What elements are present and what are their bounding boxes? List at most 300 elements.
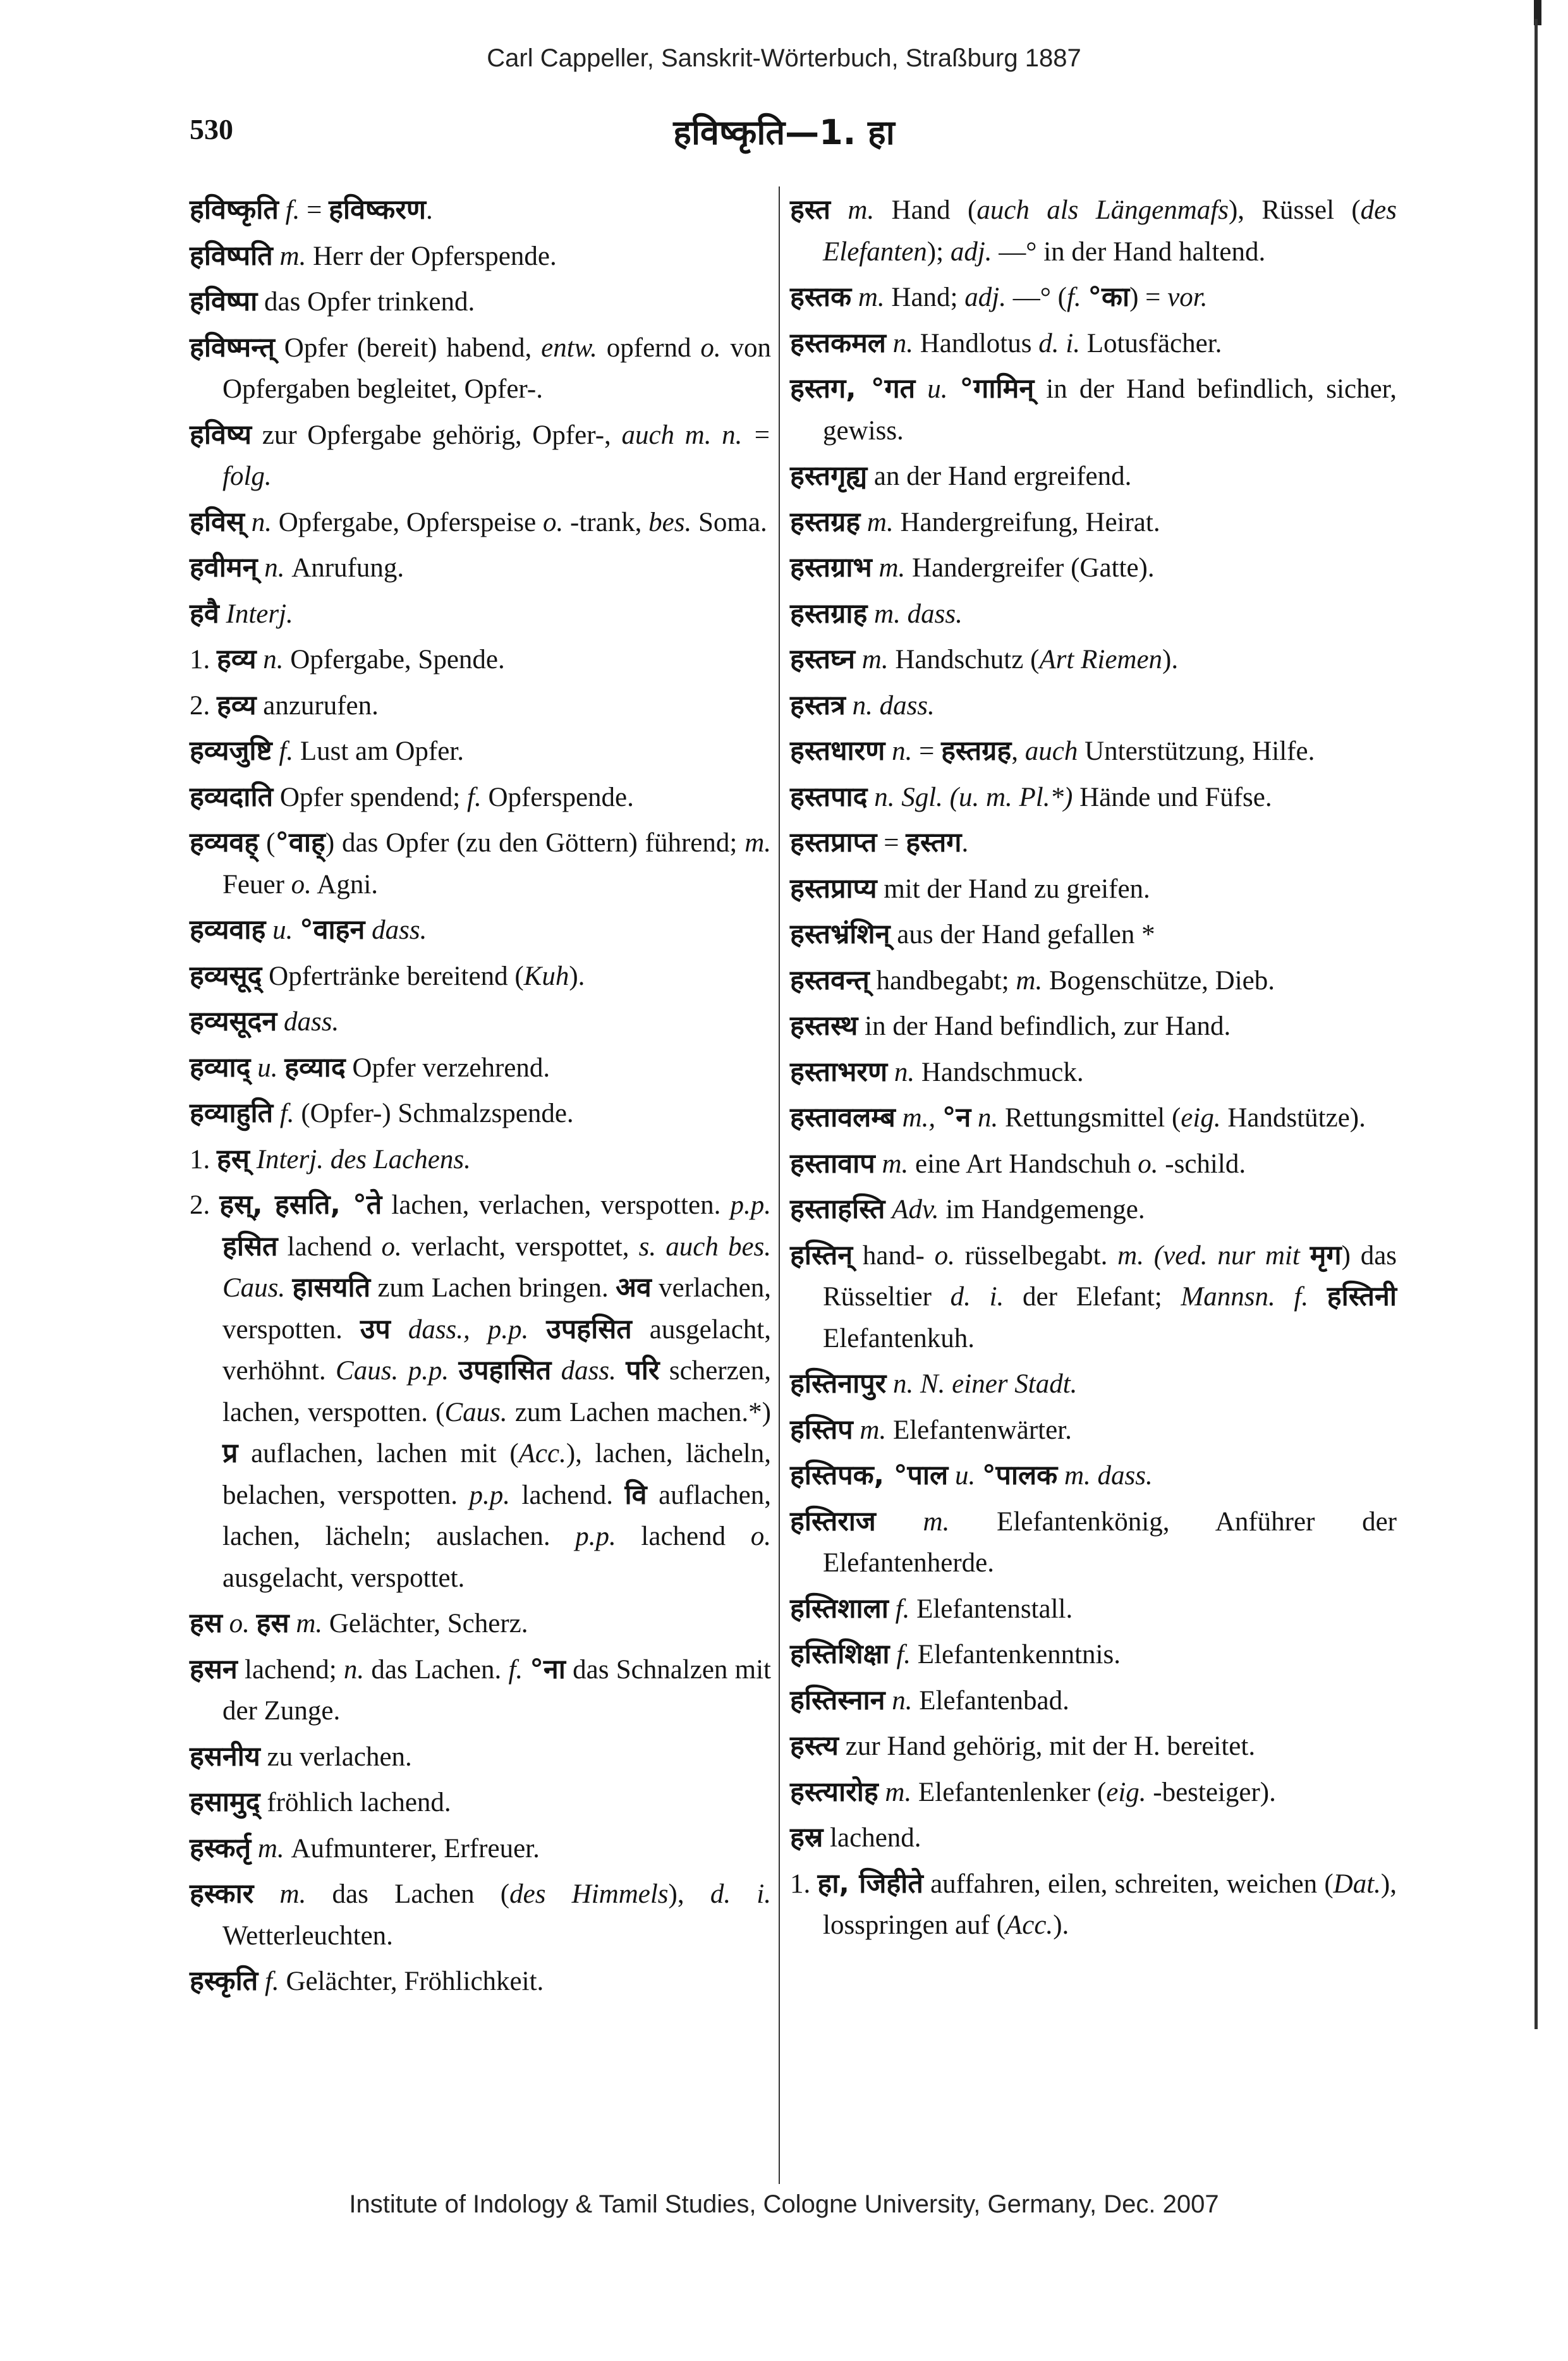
entry-headword: हस्तभ्रंशिन् bbox=[790, 918, 890, 950]
entry-grammar: n. bbox=[343, 1654, 365, 1685]
dictionary-entry bbox=[790, 1817, 1397, 1859]
entry-headword: हस्तावलम्ब bbox=[790, 1102, 896, 1133]
dictionary-entry bbox=[790, 1501, 1397, 1584]
entry-headword: हस्तक bbox=[790, 281, 852, 313]
dictionary-entry bbox=[790, 1052, 1397, 1094]
entry-sanskrit-term: °गामिन् bbox=[959, 373, 1035, 405]
entry-grammar: f. bbox=[508, 1654, 523, 1685]
entry-grammar: o. bbox=[222, 1609, 257, 1638]
entry-definition: Wetterleuchten. bbox=[222, 1920, 393, 1951]
entry-grammar: f. bbox=[889, 1640, 918, 1669]
entry-headword: हविष्पा bbox=[190, 286, 258, 317]
entry-definition: ). bbox=[1053, 1910, 1069, 1940]
entry-sanskrit-term: °वाह् bbox=[275, 827, 325, 858]
source-footer: Institute of Indology & Tamil Studies, Cologne University, Germany, Dec. 2007 bbox=[349, 2190, 1219, 2218]
entry-headword: हस्तग्राभ bbox=[790, 552, 872, 583]
entry-sanskrit-term: हविष्करण bbox=[329, 194, 426, 226]
entry-headword: हसन bbox=[190, 1653, 238, 1685]
entry-definition: im Handgemenge. bbox=[945, 1195, 1145, 1224]
entry-headword: हस्तपाद bbox=[790, 781, 868, 813]
entry-headword: हस्तिपक, °पाल bbox=[790, 1460, 949, 1491]
entry-grammar: u. bbox=[948, 1461, 982, 1491]
entry-definition: —° ( bbox=[1006, 283, 1067, 312]
entry-definition: zur Opfergabe gehörig, Opfer-, bbox=[252, 420, 622, 450]
entry-definition: Elefantenlenker ( bbox=[918, 1777, 1107, 1807]
entry-grammar: m. bbox=[860, 507, 901, 537]
entry-definition: von Opfergaben begleitet, Opfer-. bbox=[222, 332, 771, 404]
dictionary-entry bbox=[790, 1589, 1397, 1630]
entry-definition: lachend bbox=[277, 1231, 382, 1262]
dictionary-entry bbox=[190, 956, 771, 997]
left-column bbox=[190, 190, 771, 2007]
entry-definition: ( bbox=[258, 828, 276, 858]
entry-definition: zur Hand gehörig, mit der H. bereitet. bbox=[838, 1731, 1256, 1761]
dictionary-entry bbox=[790, 1097, 1397, 1139]
entry-grammar: m. bbox=[744, 828, 771, 858]
entry-definition: lachend bbox=[616, 1522, 751, 1551]
entry-definition: das Opfer trinkend. bbox=[257, 287, 475, 317]
entry-definition: das Schnalzen mit der Zunge. bbox=[222, 1654, 772, 1726]
entry-grammar: Art Riemen bbox=[1039, 645, 1163, 674]
entry-definition: ), bbox=[668, 1879, 710, 1909]
entry-definition: lachend; bbox=[237, 1654, 344, 1685]
entry-headword: हव्यजुष्टि bbox=[190, 735, 272, 767]
dictionary-entry bbox=[790, 1772, 1397, 1814]
entry-definition: auflachen, lachen mit ( bbox=[238, 1439, 519, 1468]
entry-headword: हा, जिहीते bbox=[817, 1867, 923, 1900]
entry-sanskrit-term: उपहसित bbox=[546, 1313, 632, 1345]
entry-grammar: n. dass. bbox=[845, 690, 935, 721]
entry-grammar: Adv. bbox=[885, 1195, 946, 1224]
entry-definition: , bbox=[1011, 736, 1025, 766]
running-head: हविष्कृति—1. हा bbox=[673, 113, 895, 152]
entry-grammar: d. i. bbox=[1038, 328, 1080, 358]
dictionary-entry bbox=[190, 281, 771, 323]
entry-grammar: n. N. einer Stadt. bbox=[886, 1369, 1078, 1399]
entry-definition: in der Hand befindlich, zur Hand. bbox=[858, 1011, 1231, 1041]
entry-grammar: f. bbox=[888, 1594, 917, 1624]
entry-headword: हव्य bbox=[217, 644, 257, 675]
entry-grammar: entw. bbox=[541, 332, 597, 363]
dictionary-entry bbox=[790, 1189, 1397, 1231]
entry-headword: हविष्कृति bbox=[190, 194, 279, 226]
entry-grammar: m. bbox=[251, 1833, 291, 1864]
dictionary-entry bbox=[190, 1782, 771, 1824]
entry-definition: Handschutz ( bbox=[895, 645, 1040, 674]
entry-definition: = bbox=[307, 195, 329, 225]
dictionary-entry bbox=[790, 731, 1397, 772]
entry-headword: हस्तप्राप्य bbox=[790, 872, 877, 905]
entry-headword: हस्त्य bbox=[790, 1730, 839, 1762]
dictionary-entry bbox=[790, 277, 1397, 319]
entry-definition: lachend. bbox=[823, 1823, 921, 1853]
entry-definition: Handschmuck. bbox=[921, 1057, 1084, 1087]
entry-headword: हसामुद् bbox=[190, 1786, 260, 1818]
entry-definition bbox=[1308, 1282, 1327, 1312]
entry-definition: Opfer verzehrend. bbox=[345, 1052, 550, 1083]
dictionary-entry bbox=[790, 1006, 1397, 1047]
dictionary-entry bbox=[790, 369, 1397, 451]
dictionary-entry bbox=[190, 502, 771, 544]
entry-definition: Herr der Opferspende. bbox=[313, 241, 557, 271]
dictionary-entry bbox=[190, 190, 771, 231]
entry-sanskrit-term: हस्तग्रह bbox=[941, 735, 1012, 767]
entry-grammar: eig. bbox=[1106, 1777, 1146, 1807]
entry-grammar: dass. bbox=[551, 1356, 616, 1386]
entry-headword: हस्तिन् bbox=[790, 1239, 853, 1271]
entry-grammar: m. bbox=[253, 1879, 332, 1909]
entry-sanskrit-term: मृग bbox=[1310, 1239, 1342, 1271]
entry-definition: Soma. bbox=[691, 507, 767, 537]
entry-headword: हवै bbox=[190, 597, 219, 630]
dictionary-entry bbox=[190, 910, 771, 951]
entry-sanskrit-term: अव bbox=[616, 1272, 652, 1303]
dictionary-entry bbox=[790, 594, 1397, 635]
entry-definition: Handergreifer (Gatte). bbox=[912, 553, 1155, 583]
entry-definition: ), losspringen auf ( bbox=[823, 1869, 1397, 1940]
dictionary-entry bbox=[790, 639, 1397, 681]
entry-grammar: f. bbox=[258, 1967, 286, 1996]
entry-grammar: Acc. bbox=[1006, 1910, 1054, 1940]
dictionary-entry bbox=[790, 1364, 1397, 1405]
entry-headword: हस्तिस्नान bbox=[790, 1684, 885, 1716]
dictionary-entry bbox=[190, 822, 771, 905]
entry-headword: हव्यसूदन bbox=[190, 1006, 277, 1037]
entry-definition: ) das Rüsseltier bbox=[823, 1240, 1397, 1312]
source-header: Carl Cappeller, Sanskrit-Wörterbuch, Straßburg 1887 bbox=[487, 44, 1081, 72]
entry-definition: (Opfer-) Schmalzspende. bbox=[301, 1099, 574, 1128]
entry-headword: हस्ताहस्ति bbox=[790, 1193, 885, 1225]
entry-grammar: Caus. p.p. bbox=[336, 1356, 449, 1386]
dictionary-entry bbox=[190, 1961, 771, 2003]
entry-grammar: f. bbox=[278, 195, 307, 225]
entry-definition: Aufmunterer, Erfreuer. bbox=[291, 1833, 540, 1864]
entry-sanskrit-term: परि bbox=[626, 1355, 660, 1386]
entry-definition: rüsselbegabt. bbox=[954, 1240, 1118, 1271]
entry-grammar: m. bbox=[875, 1506, 997, 1537]
entry-headword: हवीमन् bbox=[190, 552, 258, 583]
column-divider bbox=[779, 186, 780, 2184]
page-number: 530 bbox=[190, 113, 233, 145]
entry-definition: zu verlachen. bbox=[260, 1742, 412, 1772]
entry-headword: हस्त्यारोह bbox=[790, 1776, 878, 1808]
entry-headword: हस्तग, °गत bbox=[790, 373, 916, 405]
dictionary-entry bbox=[790, 1410, 1397, 1451]
entry-headword: हविस् bbox=[190, 506, 245, 538]
dictionary-entry bbox=[190, 639, 771, 681]
dictionary-entry bbox=[790, 1680, 1397, 1722]
entry-grammar: n. bbox=[244, 507, 279, 537]
entry-definition: auflachen, lachen, lächeln; auslachen. bbox=[222, 1480, 771, 1551]
entry-grammar: m., bbox=[895, 1103, 942, 1133]
entry-grammar: dass. bbox=[277, 1007, 339, 1037]
dictionary-entry bbox=[190, 1139, 771, 1181]
entry-definition: ausgelacht, verspottet. bbox=[222, 1563, 465, 1593]
entry-grammar: auch bbox=[1024, 736, 1078, 766]
dictionary-entry bbox=[790, 914, 1397, 956]
entry-headword: हस् bbox=[217, 1143, 250, 1175]
entry-definition: Handlotus bbox=[920, 328, 1039, 358]
entry-grammar: p.p. bbox=[575, 1522, 616, 1551]
dictionary-entry bbox=[790, 1634, 1397, 1676]
entry-grammar: d. i. bbox=[710, 1879, 771, 1909]
entry-grammar: auch m. n. = folg. bbox=[222, 420, 771, 491]
entry-number: 1. bbox=[790, 1869, 811, 1899]
dictionary-entry bbox=[190, 1047, 771, 1089]
entry-definition: ), lachen, lächeln, belachen, verspotten. bbox=[222, 1439, 771, 1510]
entry-grammar: o. bbox=[1138, 1149, 1158, 1179]
entry-headword: हव्यदाति bbox=[190, 781, 274, 813]
entry-headword: हस्कर्तृ bbox=[190, 1832, 252, 1864]
entry-definition: Elefantenwärter. bbox=[892, 1415, 1072, 1445]
entry-definition: mit der Hand zu greifen. bbox=[877, 874, 1150, 904]
entry-headword: हस bbox=[190, 1608, 222, 1639]
dictionary-entry bbox=[190, 1649, 771, 1732]
entry-definition: Opferspende. bbox=[481, 782, 634, 812]
entry-grammar: o. bbox=[934, 1240, 955, 1271]
dictionary-entry bbox=[190, 415, 771, 497]
entry-grammar: Interj. des Lachens. bbox=[249, 1144, 471, 1174]
entry-grammar: f. bbox=[273, 1099, 301, 1128]
entry-definition: . bbox=[961, 828, 969, 858]
entry-definition: in der Hand befindlich, sicher, gewiss. bbox=[823, 374, 1397, 446]
entry-definition: verlachen, verspotten. bbox=[222, 1273, 772, 1345]
entry-number: 2. bbox=[190, 1190, 210, 1220]
entry-headword: हव्यवह् bbox=[190, 827, 259, 858]
entry-grammar: p.p. bbox=[469, 1480, 510, 1510]
entry-grammar: m. bbox=[872, 553, 913, 583]
entry-grammar: f. bbox=[272, 736, 300, 766]
entry-sanskrit-term: उप bbox=[360, 1313, 391, 1345]
entry-definition: ) das Opfer (zu den Göttern) führend; bbox=[325, 828, 745, 858]
entry-sanskrit-term: °पालक bbox=[982, 1460, 1058, 1491]
entry-grammar: m. dass. bbox=[867, 599, 963, 629]
entry-grammar: vor. bbox=[1167, 283, 1208, 312]
entry-grammar: o. bbox=[750, 1522, 772, 1551]
dictionary-entry bbox=[190, 1828, 771, 1870]
entry-grammar: n. bbox=[885, 736, 920, 766]
entry-definition: aus der Hand gefallen * bbox=[890, 920, 1155, 949]
dictionary-entry bbox=[790, 1235, 1397, 1360]
entry-grammar: eig. bbox=[1181, 1103, 1221, 1133]
dictionary-entry bbox=[790, 777, 1397, 819]
entry-headword: हस्तकमल bbox=[790, 327, 886, 359]
entry-grammar: m. bbox=[878, 1777, 918, 1807]
entry-grammar: d. i. bbox=[950, 1282, 1004, 1312]
entry-grammar: auch als Längenmafs bbox=[976, 195, 1229, 225]
entry-grammar: adj. bbox=[950, 236, 992, 267]
entry-definition bbox=[449, 1356, 458, 1386]
entry-definition bbox=[616, 1356, 626, 1386]
entry-sanskrit-term: हव्याद bbox=[284, 1051, 346, 1083]
entry-headword: हस्तावाप bbox=[790, 1147, 875, 1180]
entry-headword: हस्तिशाला bbox=[790, 1592, 889, 1625]
entry-definition: Feuer bbox=[222, 869, 291, 900]
entry-grammar: p.p. bbox=[730, 1190, 771, 1220]
entry-sanskrit-term: हस bbox=[256, 1608, 289, 1639]
entry-headword: हस्तवन्त् bbox=[790, 964, 870, 996]
entry-headword: हव्यवाह bbox=[190, 914, 266, 946]
entry-sanskrit-term: हासयति bbox=[292, 1272, 371, 1303]
entry-definition: Opfergabe, Spende. bbox=[290, 645, 505, 674]
entry-grammar: u. bbox=[915, 374, 960, 404]
entry-definition: -schild. bbox=[1158, 1149, 1246, 1179]
entry-grammar: m. bbox=[289, 1609, 329, 1638]
entry-definition: Lust am Opfer. bbox=[300, 736, 464, 766]
entry-definition: -trank, bbox=[563, 507, 649, 537]
entry-definition: der Elefant; bbox=[1004, 1282, 1181, 1312]
entry-headword: हस्, हसति, °ते bbox=[219, 1189, 382, 1221]
entry-grammar: Caus. bbox=[444, 1397, 507, 1427]
entry-definition: Handstütze). bbox=[1220, 1103, 1366, 1133]
entry-definition: verlacht, verspottet, bbox=[401, 1231, 639, 1262]
dictionary-entry bbox=[190, 685, 771, 727]
dictionary-entry bbox=[190, 236, 771, 278]
dictionary-entry bbox=[790, 1455, 1397, 1497]
entry-sanskrit-term: हस्तग bbox=[906, 827, 962, 858]
entry-headword: हस्तिप bbox=[790, 1413, 853, 1446]
entry-grammar: n. bbox=[971, 1103, 1005, 1133]
entry-headword: हव्यसूद् bbox=[190, 960, 262, 992]
entry-sanskrit-term: उपहासित bbox=[458, 1355, 552, 1386]
dictionary-entry bbox=[190, 1874, 771, 1956]
entry-grammar: f. bbox=[1066, 283, 1081, 312]
entry-grammar: Interj. bbox=[219, 599, 293, 629]
entry-grammar: m. bbox=[1016, 965, 1043, 996]
entry-sanskrit-term: हस्तिनी bbox=[1327, 1281, 1397, 1312]
entry-number: 1. bbox=[190, 645, 210, 674]
entry-grammar: m. (ved. nur mit bbox=[1117, 1240, 1310, 1271]
dictionary-entry bbox=[790, 456, 1397, 497]
entry-definition: Opfer spendend; bbox=[273, 782, 467, 812]
entry-definition bbox=[523, 1655, 530, 1685]
entry-definition bbox=[528, 1315, 546, 1345]
entry-headword: हस्तप्राप्त bbox=[790, 827, 877, 858]
entry-definition: das Lachen ( bbox=[332, 1879, 510, 1909]
entry-grammar: Kuh bbox=[523, 961, 569, 991]
entry-number: 1. bbox=[190, 1144, 210, 1174]
entry-definition: = bbox=[919, 736, 942, 766]
entry-grammar: s. auch bes. Caus. bbox=[222, 1231, 772, 1303]
right-column bbox=[790, 190, 1397, 1951]
entry-headword: हस्कृति bbox=[190, 1965, 258, 1997]
entry-headword: हस्तिशिक्षा bbox=[790, 1638, 890, 1670]
entry-headword: हस्तग्रह bbox=[790, 506, 861, 538]
entry-definition: fröhlich lachend. bbox=[260, 1788, 451, 1817]
entry-grammar: dass., p.p. bbox=[390, 1314, 529, 1345]
entry-definition: ), Rüssel ( bbox=[1228, 195, 1361, 225]
entry-sanskrit-term: °न bbox=[942, 1102, 971, 1133]
entry-definition: Hände und Füfse. bbox=[1073, 782, 1272, 812]
entry-sanskrit-term: °वाहन bbox=[300, 914, 365, 946]
entry-definition: ). bbox=[569, 961, 585, 991]
dictionary-entry bbox=[190, 777, 771, 819]
dictionary-entry bbox=[790, 822, 1397, 864]
entry-headword: हस्तगृह्य bbox=[790, 460, 868, 492]
entry-definition: Elefantenbad. bbox=[919, 1685, 1069, 1716]
entry-definition: . bbox=[426, 195, 433, 225]
entry-sanskrit-term: वि bbox=[624, 1479, 647, 1511]
entry-headword: हव्याहुति bbox=[190, 1097, 274, 1129]
entry-headword: हविष्मन्त् bbox=[190, 331, 275, 363]
entry-headword: हसनीय bbox=[190, 1740, 260, 1772]
entry-definition: Agni. bbox=[311, 869, 379, 900]
entry-definition: das Lachen. bbox=[364, 1654, 509, 1685]
dictionary-entry bbox=[190, 1736, 771, 1778]
entry-grammar: o. bbox=[291, 869, 312, 900]
entry-headword: हस्तग्राह bbox=[790, 597, 868, 630]
entry-grammar: Acc. bbox=[518, 1439, 566, 1468]
dictionary-entry bbox=[190, 1001, 771, 1043]
dictionary-entry bbox=[190, 547, 771, 589]
entry-definition: lachen, verlachen, verspotten. bbox=[382, 1190, 731, 1220]
entry-definition: ausgelacht, verhöhnt. bbox=[222, 1314, 771, 1386]
entry-definition: Elefantenkönig, Anführer der Elefantenherde. bbox=[823, 1506, 1397, 1578]
entry-sanskrit-term: °का bbox=[1088, 281, 1130, 313]
entry-headword: हविष्पति bbox=[190, 240, 273, 272]
entry-headword: हस्तिराज bbox=[790, 1505, 876, 1537]
entry-grammar: des Elefanten bbox=[823, 195, 1397, 267]
entry-grammar: Mannsn. f. bbox=[1181, 1282, 1309, 1312]
entry-definition: = bbox=[877, 828, 906, 858]
entry-grammar: m. dass. bbox=[1057, 1461, 1153, 1491]
entry-definition: Lotusfächer. bbox=[1079, 328, 1222, 358]
entry-definition bbox=[285, 1273, 292, 1303]
entry-headword: हस्तत्र bbox=[790, 689, 846, 721]
entry-headword: हस्तस्थ bbox=[790, 1010, 858, 1042]
entry-definition: anzurufen. bbox=[256, 690, 379, 721]
entry-grammar: m. bbox=[272, 241, 313, 271]
entry-definition: Opfertränke bereitend ( bbox=[262, 961, 524, 991]
entry-grammar: Dat. bbox=[1333, 1869, 1381, 1899]
entry-sanskrit-term: हसित bbox=[222, 1230, 278, 1262]
dictionary-entry bbox=[790, 502, 1397, 544]
dictionary-entry bbox=[190, 1093, 771, 1135]
entry-sanskrit-term: °ना bbox=[530, 1653, 566, 1685]
entry-definition: Opfer (bereit) habend, bbox=[274, 332, 542, 363]
entry-definition: ) = bbox=[1129, 283, 1168, 312]
dictionary-entry bbox=[790, 960, 1397, 1002]
entry-definition: handbegabt; bbox=[869, 965, 1016, 996]
entry-sanskrit-term: प्र bbox=[222, 1437, 238, 1469]
entry-definition: hand- bbox=[853, 1240, 935, 1271]
entry-grammar: o. bbox=[381, 1231, 402, 1262]
dictionary-entry bbox=[190, 1185, 771, 1599]
entry-definition: opfernd bbox=[597, 332, 701, 363]
entry-definition: Unterstützung, Hilfe. bbox=[1078, 736, 1315, 766]
entry-definition: Gelächter, Scherz. bbox=[329, 1609, 528, 1638]
dictionary-entry bbox=[790, 547, 1397, 589]
entry-definition: auffahren, eilen, schreiten, weichen ( bbox=[923, 1869, 1334, 1899]
entry-headword: हव्याद् bbox=[190, 1051, 251, 1083]
entry-definition: Hand ( bbox=[891, 195, 977, 225]
entry-headword: हस्तिनापुर bbox=[790, 1368, 887, 1400]
entry-definition: Opfergabe, Opferspeise bbox=[278, 507, 543, 537]
entry-definition: -besteiger). bbox=[1146, 1777, 1276, 1807]
entry-definition: Gelächter, Fröhlichkeit. bbox=[286, 1967, 544, 1996]
entry-headword: हस्र bbox=[790, 1822, 824, 1853]
entry-grammar: des Himmels bbox=[509, 1879, 669, 1909]
entry-definition: zum Lachen machen.*) bbox=[507, 1397, 771, 1427]
entry-definition: lachend. bbox=[510, 1480, 625, 1510]
entry-grammar: n. bbox=[885, 1685, 920, 1716]
entry-grammar: f. bbox=[467, 782, 482, 812]
entry-definition: Anrufung. bbox=[291, 553, 404, 583]
entry-grammar: adj. bbox=[964, 283, 1006, 312]
dictionary-entry bbox=[790, 1726, 1397, 1767]
entry-grammar: bes. bbox=[648, 507, 692, 537]
entry-grammar: u. bbox=[250, 1052, 285, 1083]
